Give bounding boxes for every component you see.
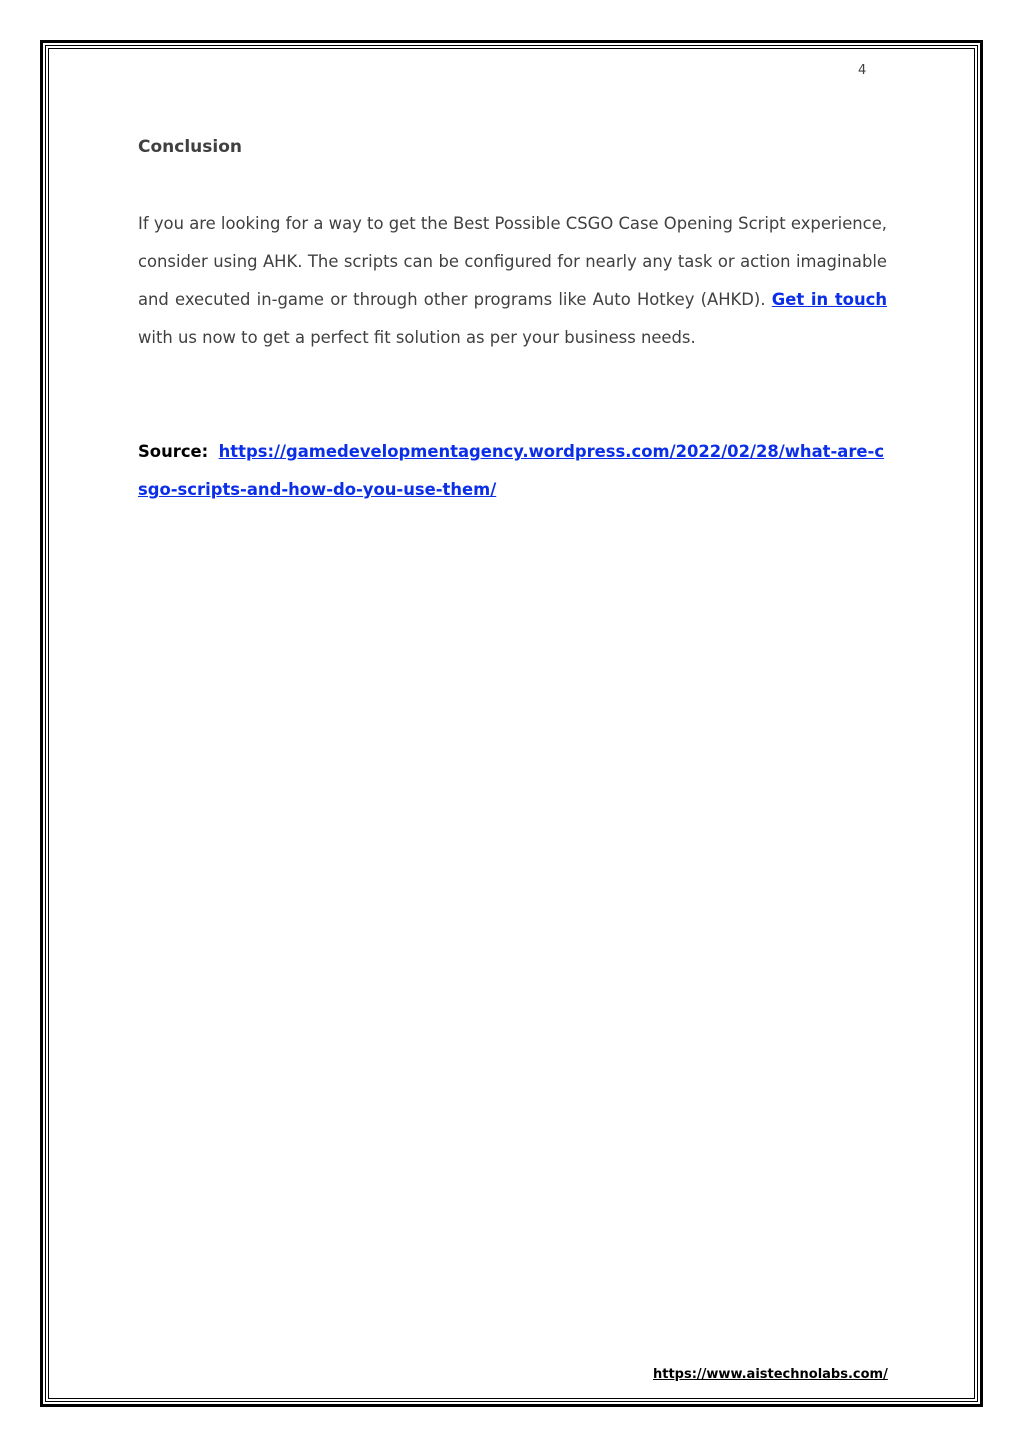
source-url-link[interactable]: https://gamedevelopmentagency.wordpress.com/2022/02/28/what-are-csgo-scripts-and-how-do-you-use-them/ bbox=[138, 442, 885, 499]
conclusion-text-end: with us now to get a perfect fit solution as per your business needs. bbox=[138, 328, 696, 347]
page-number: 4 bbox=[858, 63, 867, 78]
source-label: Source: bbox=[138, 442, 209, 461]
footer-website-link[interactable]: https://www.aistechnolabs.com/ bbox=[653, 1367, 888, 1382]
get-in-touch-link[interactable]: Get in touch bbox=[771, 290, 887, 309]
conclusion-text-start: If you are looking for a way to get the Best Possible CSGO Case Opening Script experience, consider using AHK. The scripts can be configured for nearly any task or action imaginable and executed in-game or through other programs like Auto Hotkey (AHKD). bbox=[138, 214, 887, 309]
conclusion-heading: Conclusion bbox=[138, 137, 242, 157]
conclusion-paragraph bbox=[138, 205, 887, 357]
source-line bbox=[138, 433, 887, 509]
